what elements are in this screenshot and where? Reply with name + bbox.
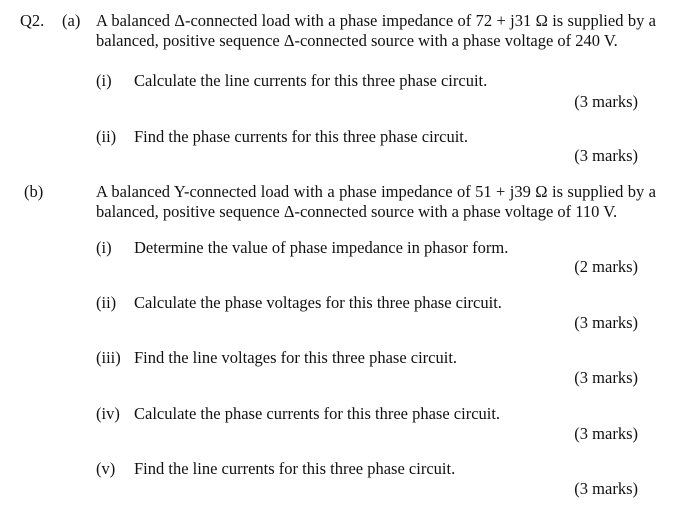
part-b-item-marks-i: (2 marks) bbox=[574, 257, 638, 276]
question-number: Q2. bbox=[20, 11, 45, 30]
part-b-item-label-iv: (iv) bbox=[96, 404, 120, 423]
part-a-item-marks-i: (3 marks) bbox=[574, 92, 638, 111]
part-a-label: (a) bbox=[62, 11, 81, 30]
part-b-item-marks-iii: (3 marks) bbox=[574, 368, 638, 387]
part-b-item-label-iii: (iii) bbox=[96, 348, 121, 367]
part-b-item-text-iv: Calculate the phase currents for this three phase circuit. bbox=[134, 404, 501, 423]
part-a-item-text-i: Calculate the line currents for this three phase circuit. bbox=[134, 71, 488, 90]
part-b-item-label-i: (i) bbox=[96, 238, 112, 257]
part-a-item-label-ii: (ii) bbox=[96, 127, 117, 146]
part-b-intro: A balanced Y-connected load with a phase impedance of 51 + j39 Ω is supplied by a balanced, positive sequence Δ-connected source with a phase voltage of 110 V. bbox=[96, 182, 656, 221]
part-a-item-marks-ii: (3 marks) bbox=[574, 146, 638, 165]
part-b-item-text-ii: Calculate the phase voltages for this three phase circuit. bbox=[134, 293, 502, 312]
part-b-label: (b) bbox=[24, 182, 44, 201]
part-b-item-text-v: Find the line currents for this three phase circuit. bbox=[134, 459, 456, 478]
part-b-item-text-iii: Find the line voltages for this three phase circuit. bbox=[134, 348, 458, 367]
part-b-item-text-i: Determine the value of phase impedance in phasor form. bbox=[134, 238, 509, 257]
part-b-item-marks-ii: (3 marks) bbox=[574, 313, 638, 332]
part-b-item-label-ii: (ii) bbox=[96, 293, 117, 312]
part-a-item-label-i: (i) bbox=[96, 71, 112, 90]
part-b-item-marks-iv: (3 marks) bbox=[574, 424, 638, 443]
part-b-item-marks-v: (3 marks) bbox=[574, 479, 638, 498]
part-a-intro: A balanced Δ-connected load with a phase impedance of 72 + j31 Ω is supplied by a balanced, positive sequence Δ-connected source with a phase voltage of 240 V. bbox=[96, 11, 656, 50]
part-a-item-text-ii: Find the phase currents for this three phase circuit. bbox=[134, 127, 469, 146]
part-b-item-label-v: (v) bbox=[96, 459, 116, 478]
